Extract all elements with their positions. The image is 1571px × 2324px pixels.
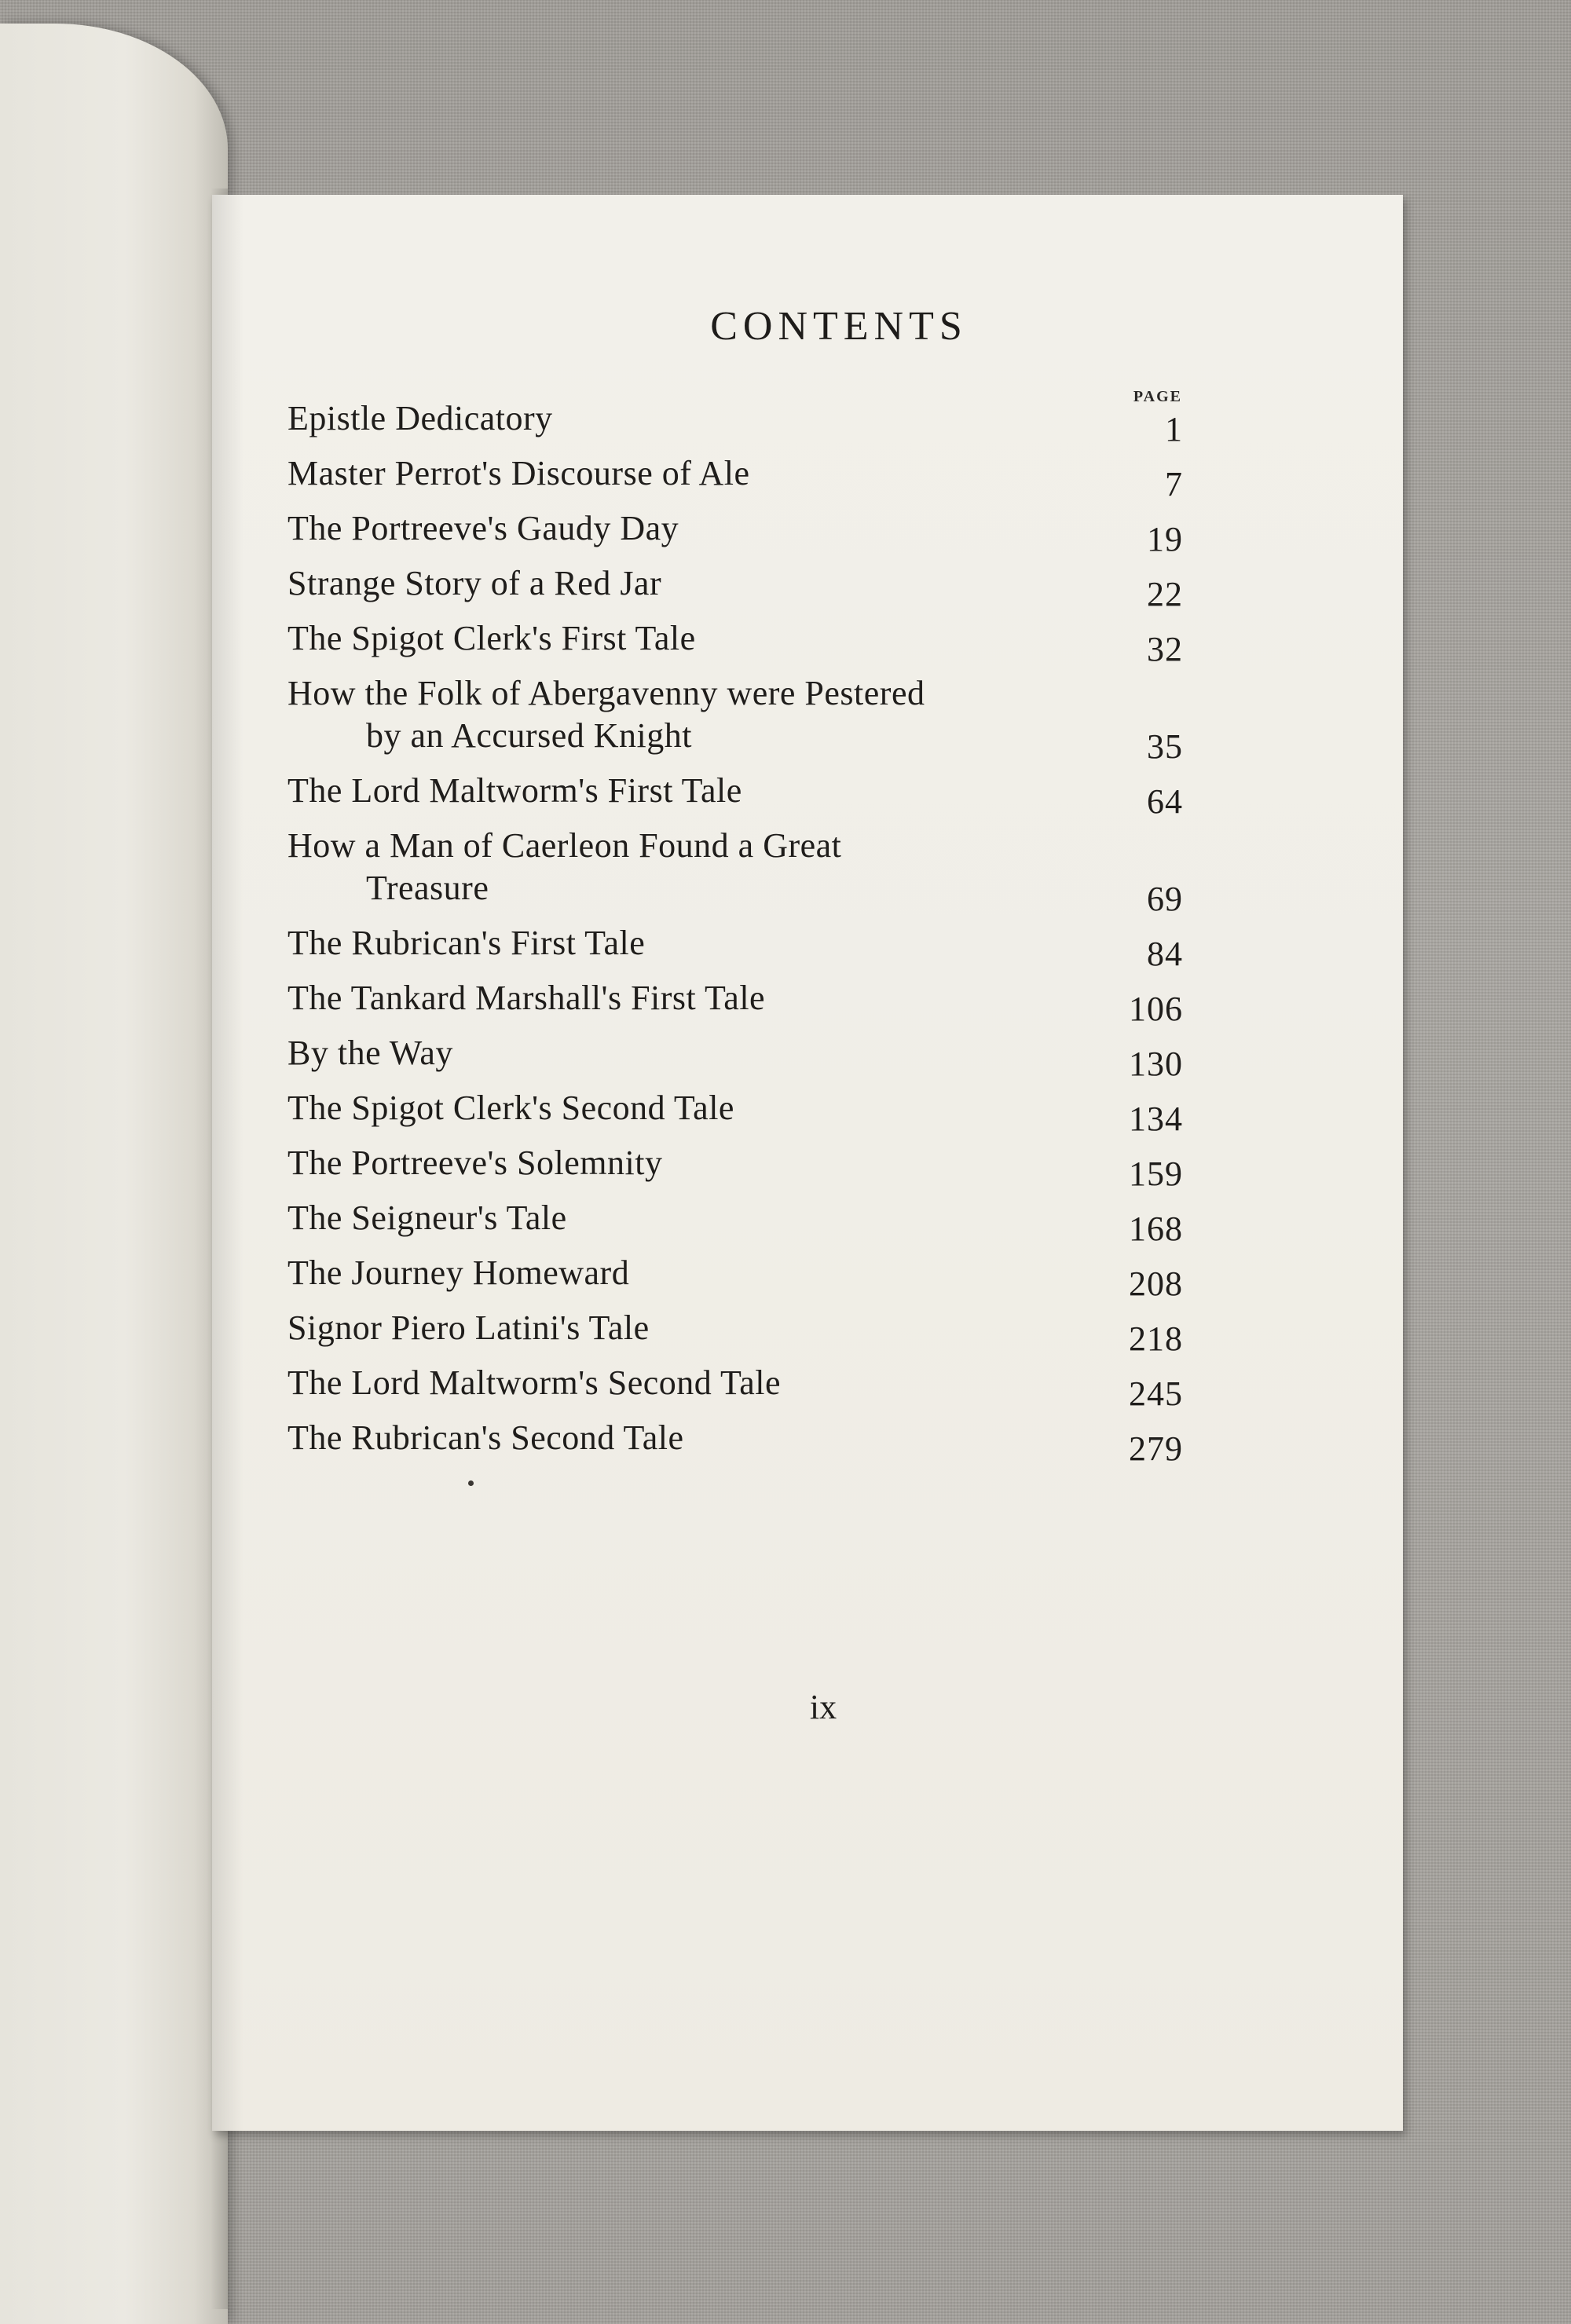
toc-entry[interactable] xyxy=(287,1142,1183,1193)
page-number: ix xyxy=(809,1688,837,1726)
toc-entry-page: 1 xyxy=(1165,410,1183,448)
toc-entry-title: The Portreeve's Solemnity xyxy=(287,1144,663,1182)
toc-entry-page: 19 xyxy=(1147,520,1183,558)
toc-entry[interactable] xyxy=(287,397,1183,448)
toc-entry-title: Signor Piero Latini's Tale xyxy=(287,1308,650,1347)
toc-entry-title: Master Perrot's Discourse of Ale xyxy=(287,454,750,492)
ink-speck xyxy=(468,1480,474,1486)
toc-entry-page: 106 xyxy=(1129,990,1183,1028)
toc-entry[interactable] xyxy=(287,1307,1183,1358)
toc-entry-page: 279 xyxy=(1129,1429,1183,1468)
toc-entry-page: 32 xyxy=(1147,630,1183,668)
toc-entry-page: 218 xyxy=(1129,1319,1183,1358)
toc-entry-title-line1: How a Man of Caerleon Found a Great xyxy=(287,826,842,865)
toc-entry-page: 245 xyxy=(1129,1374,1183,1413)
table-of-contents xyxy=(287,397,1183,1472)
toc-entry-title: The Lord Maltworm's Second Tale xyxy=(287,1363,782,1402)
toc-entry-title: Strange Story of a Red Jar xyxy=(287,564,662,602)
toc-entry-page: 159 xyxy=(1129,1155,1183,1193)
toc-entry-title xyxy=(287,825,994,909)
toc-entry-page: 168 xyxy=(1129,1210,1183,1248)
toc-entry[interactable] xyxy=(287,617,1183,668)
toc-entry-title: The Spigot Clerk's First Tale xyxy=(287,619,696,657)
page-column-label: PAGE xyxy=(1133,388,1182,405)
left-page xyxy=(0,24,228,2324)
toc-entry-title-line1: How the Folk of Abergavenny were Pestered xyxy=(287,674,925,712)
toc-entry-page: 208 xyxy=(1129,1264,1183,1303)
toc-entry-title: The Rubrican's Second Tale xyxy=(287,1418,684,1457)
toc-entry-title: The Tankard Marshall's First Tale xyxy=(287,979,766,1017)
toc-entry-page: 84 xyxy=(1147,935,1183,973)
toc-entry[interactable] xyxy=(287,507,1183,558)
toc-entry[interactable] xyxy=(287,977,1183,1028)
toc-entry-title-line2: Treasure xyxy=(366,869,489,907)
toc-entry-page: 22 xyxy=(1147,575,1183,613)
toc-entry[interactable] xyxy=(287,1032,1183,1083)
gutter-shadow xyxy=(212,195,244,2131)
toc-entry-page: 7 xyxy=(1165,465,1183,503)
toc-entry[interactable] xyxy=(287,1252,1183,1303)
toc-entry-page: 69 xyxy=(1147,880,1183,918)
toc-entry[interactable] xyxy=(287,672,1183,766)
toc-entry-page: 134 xyxy=(1129,1100,1183,1138)
toc-entry[interactable] xyxy=(287,1417,1183,1468)
toc-entry[interactable] xyxy=(287,770,1183,821)
page-title: CONTENTS xyxy=(710,304,968,349)
toc-entry-title: By the Way xyxy=(287,1034,453,1072)
toc-entry-title: The Journey Homeward xyxy=(287,1253,630,1292)
toc-entry-title: The Lord Maltworm's First Tale xyxy=(287,771,742,810)
toc-entry-title-line2: by an Accursed Knight xyxy=(366,716,692,755)
toc-entry[interactable] xyxy=(287,562,1183,613)
toc-entry-title: The Spigot Clerk's Second Tale xyxy=(287,1089,734,1127)
toc-entry[interactable] xyxy=(287,452,1183,503)
contents-page xyxy=(212,195,1403,2131)
toc-entry-title: The Portreeve's Gaudy Day xyxy=(287,509,679,547)
toc-entry-title: Epistle Dedicatory xyxy=(287,399,553,437)
toc-entry[interactable] xyxy=(287,1087,1183,1138)
toc-entry-page: 130 xyxy=(1129,1045,1183,1083)
toc-entry[interactable] xyxy=(287,1362,1183,1413)
toc-entry-page: 64 xyxy=(1147,782,1183,821)
toc-entry[interactable] xyxy=(287,922,1183,973)
toc-entry[interactable] xyxy=(287,1197,1183,1248)
toc-entry-title xyxy=(287,672,994,757)
toc-entry-page: 35 xyxy=(1147,727,1183,766)
toc-entry-title: The Rubrican's First Tale xyxy=(287,924,646,962)
toc-entry-title: The Seigneur's Tale xyxy=(287,1199,567,1237)
toc-entry[interactable] xyxy=(287,825,1183,918)
